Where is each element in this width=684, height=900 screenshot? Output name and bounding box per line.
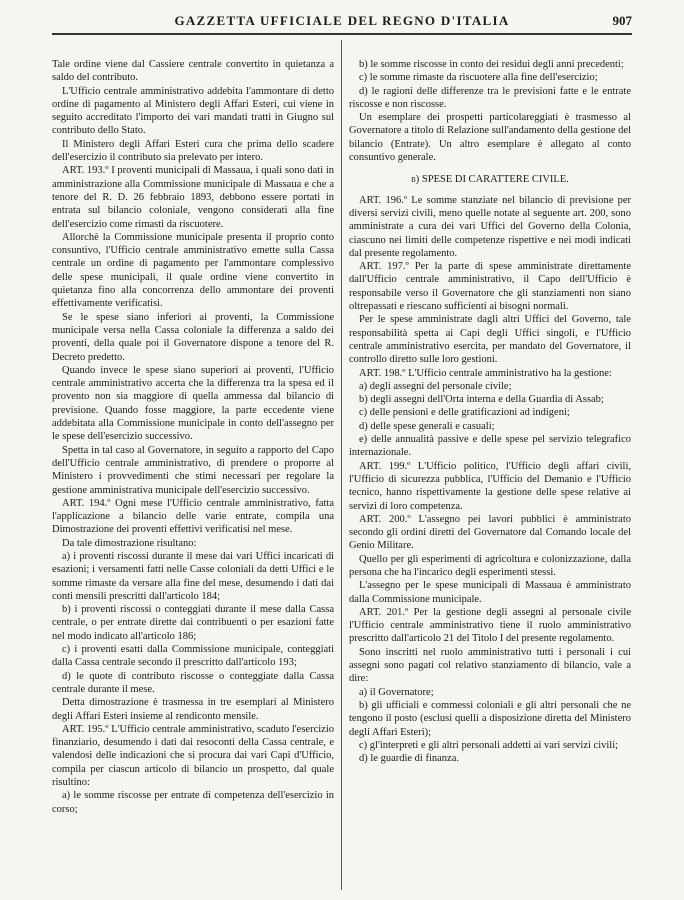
article-200: ART. 200.º L'assegno pei lavori pubblici è amministrato secondo gli ordini diretti del Governatore dal Comando locale del Genio Militare. <box>349 513 631 552</box>
paragraph: Detta dimostrazione è trasmessa in tre esemplari al Ministero degli Affari Esteri insieme al rendiconto mensile. <box>52 697 334 722</box>
list-item: a) il Governatore; <box>359 686 434 698</box>
paragraph: Spetta in tal caso al Governatore, in seguito a rapporto del Capo dell'Ufficio centrale amministrativo, di prendere o proporre al Ministero i provvedimenti che stimi necessari per regolare la gestione amministrativa municipale dell'esercizio successivo. <box>52 444 334 496</box>
list-item: e) delle annualità passive e delle spese pel servizio telegrafico internazionale. <box>349 434 631 459</box>
list-item: a) degli assegni del personale civile; <box>359 380 512 392</box>
paragraph: Il Ministero degli Affari Esteri cura che prima dello scadere dell'esercizio il contributo sia prelevato per intero. <box>52 138 334 164</box>
paragraph: Sono inscritti nel ruolo amministrativo tutti i personali i cui assegni sono pagati col relativo stanziamento di bilancio, vale a dire: <box>349 646 631 685</box>
right-column <box>349 58 631 765</box>
article-194: ART. 194.º Ogni mese l'Ufficio centrale amministrativo, fatta l'applicazione a bilancio delle varie entrate, compila una Dimostrazione dei proventi effettivi verificatisi nel mese. <box>52 497 334 536</box>
journal-title: GAZZETTA UFFICIALE DEL REGNO D'ITALIA <box>174 13 510 28</box>
article-196: ART. 196.º Le somme stanziate nel bilancio di previsione per diversi servizi civili, meno quelle notate al seguente art. 200, sono amministrate a cura dei vari Uffici del Governo della Colonia, ciascuno nei limiti delle competenze rispettive e nei modi indicati dal presente regolamento. <box>349 194 631 259</box>
paragraph: Un esemplare dei prospetti particolareggiati è trasmesso al Governatore a titolo di Relazione sull'andamento della gestione del bilancio (Entrate). Un altro esemplare è allegato al conto consuntivo generale. <box>349 112 631 164</box>
list-item: a) i proventi riscossi durante il mese dai vari Uffici incaricati di esazioni; i versamenti fatti nelle Casse coloniali da detti Uffici e le somme rimaste da versare alla fine del mese, desumendo i dati dai conti mensili prescritti dall'articolo 184; <box>52 550 334 602</box>
list-item: d) le guardie di finanza. <box>359 753 459 765</box>
article-198: ART. 198.º L'Ufficio centrale amministrativo ha la gestione: <box>359 367 612 379</box>
article-197: ART. 197.º Per la parte di spese amministrate direttamente dall'Ufficio centrale amministrativo, il Capo dell'Ufficio è responsabile verso il Governatore che gli stanziamenti non siano oltrepassati e riescano sufficienti ai bisogni normali. <box>349 261 631 313</box>
paragraph: Tale ordine viene dal Cassiere centrale convertito in quietanza a saldo del contributo. <box>52 59 334 84</box>
list-item: d) le ragioni delle differenze tra le previsioni fatte e le entrate riscosse e non riscosse. <box>349 85 631 110</box>
section-heading: b) SPESE DI CARATTERE CIVILE. <box>411 174 569 186</box>
list-item: b) i proventi riscossi o conteggiati durante il mese dalla Cassa centrale, o per entrate dirette dai contribuenti o per esazioni fatte nel modo indicato all'articolo 186; <box>52 604 334 642</box>
paragraph: Se le spese siano inferiori ai proventi, la Commissione municipale versa nella Cassa coloniale la differenza a saldo dei proventi, della quale poi il Governatore dispone a tenore del R. Decreto predetto. <box>52 311 334 363</box>
paragraph: L'Ufficio centrale amministrativo addebita l'ammontare di detto ordine di pagamento al Ministero degli Affari Esteri, cui viene in seguito accreditato l'importo dei vari mandati tratti in Giugno sul contributo dello Stato. <box>52 85 334 137</box>
list-item: d) delle spese generali e casuali; <box>359 420 495 432</box>
article-195: ART. 195.º L'Ufficio centrale amministrativo, scaduto l'esercizio finanziario, desumendo i dati dai resoconti della Cassa centrale, e valendosi delle indicazioni che si procura dai vari Capi d'Ufficio, compila per ciascun articolo di bilancio un prospetto, dal quale risultino: <box>52 723 334 789</box>
paragraph: Da tale dimostrazione risultano: <box>62 537 197 549</box>
paragraph: L'assegno per le spese municipali di Massaua è amministrato dalla Commissione municipale. <box>349 580 631 605</box>
list-item: c) i proventi esatti dalla Commissione municipale, conteggiati dalla Cassa centrale secondo il prescritto dall'articolo 193; <box>52 644 334 669</box>
article-201: ART. 201.º Per la gestione degli assegni al personale civile l'Ufficio centrale amministrativo tiene il ruolo amministrativo prescritto dall'articolo 21 del Titolo I del presente regolamento. <box>349 606 631 645</box>
paragraph: Quando invece le spese siano superiori ai proventi, l'Ufficio centrale amministrativo accerta che la differenza tra la spesa ed il provento non sia maggiore di quella ammessa dal bilancio di previsione. Quando fosse maggiore, la parte eccedente viene addebitata alla Commissione municipale in conto dell'assegno per le spese dell'esercizio successivo. <box>52 364 334 443</box>
list-item: b) gli ufficiali e commessi coloniali e gli altri personali che ne tengono il posto (esclusi quelli a disposizione diretta del Ministero degli Affari Esteri); <box>349 699 631 738</box>
page-header <box>0 0 684 36</box>
list-item: b) le somme riscosse in conto dei residui degli anni precedenti; <box>359 59 624 70</box>
paragraph: Per le spese amministrate dagli altri Uffici del Governo, tale responsabilità spetta ai Capi degli Uffici singoli, e l'Ufficio centrale amministrativo esercita, per mandato del Governatore, il controllo diretto sulle loro gestioni. <box>349 314 631 366</box>
column-divider <box>341 40 342 890</box>
article-199: ART. 199.º L'Ufficio politico, l'Ufficio degli affari civili, l'Ufficio di sicurezza pubblica, l'Ufficio del Demanio e l'Ufficio tecnico, hanno rispettivamente la gestione delle spese relative ai servizi di loro competenza. <box>349 460 631 512</box>
paragraph: Quello per gli esperimenti di agricoltura e colonizzazione, dalla persona che ha l'incarico degli esperimenti stessi. <box>349 553 631 578</box>
page-number: 907 <box>612 13 632 28</box>
list-item: d) le quote di contributo riscosse o conteggiate dalla Cassa centrale durante il mese. <box>52 670 334 695</box>
list-item: c) le somme rimaste da riscuotere alla fine dell'esercizio; <box>359 72 598 84</box>
left-column <box>52 58 334 816</box>
list-item: c) delle pensioni e delle gratificazioni ad indigeni; <box>359 407 570 419</box>
list-item: b) degli assegni dell'Orta interna e della Guardia di Assab; <box>359 394 604 406</box>
article-193: ART. 193.º I proventi municipali di Massaua, i quali sono dati in amministrazione alla Commissione municipale di Massaua e che a tenore del R. D. 26 febbraio 1893, debbono essere portati in entrata sul bilancio coloniale, vengono considerati alla fine dell'esercizio come rimasti da riscuotere. <box>52 165 334 230</box>
list-item: c) gl'interpreti e gli altri personali addetti ai vari servizi civili; <box>359 739 619 751</box>
paragraph: Allorchè la Commissione municipale presenta il proprio conto consuntivo, l'Ufficio centrale amministrativo emette sulla Cassa centrale un ordine di pagamento per l'ammontare complessivo delle spese municipali, il quale ordine viene convertito in quietanza fino alla concorrenza dello ammontare dei proventi effettivamente verificatisi. <box>52 231 334 310</box>
list-item: a) le somme riscosse per entrate di competenza dell'esercizio in corso; <box>52 790 334 815</box>
header-rule <box>52 33 632 35</box>
